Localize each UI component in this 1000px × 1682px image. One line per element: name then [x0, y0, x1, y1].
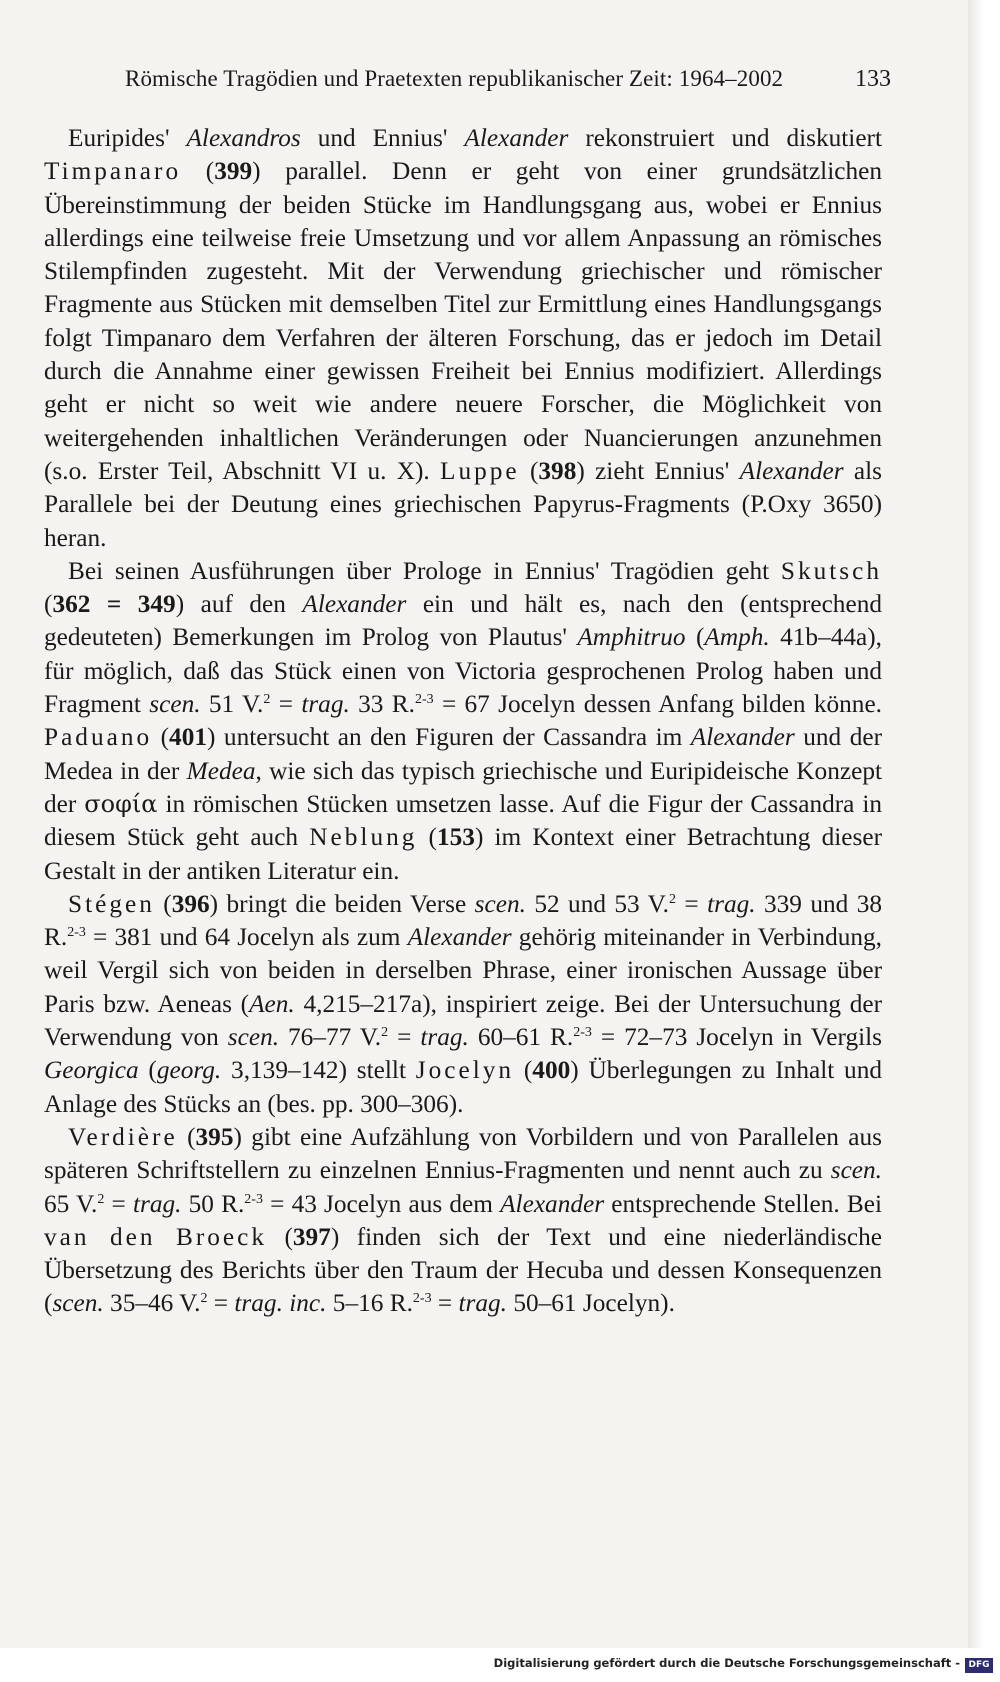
text-run: = 43 Jocelyn aus dem	[262, 1189, 501, 1218]
text-run: = 72–73 Jocelyn in Vergils	[591, 1023, 882, 1052]
italic-text: Alexander	[464, 124, 569, 152]
text-run: gehörig miteinander in Verbindung, weil Vergil sich von beiden in derselben Phrase, einer ironischen Aussage über Paris bzw. Aeneas (	[44, 923, 882, 1018]
paragraph	[44, 1121, 882, 1321]
text-run: ein und hält es, nach den (entsprechend gedeuteten) Bemerkungen im Prolog von Plautus'	[44, 590, 882, 652]
text-run: Euripides'	[68, 124, 187, 152]
italic-text: Alexander	[407, 923, 512, 952]
page-edge	[968, 0, 984, 1682]
superscript: 2	[668, 891, 676, 907]
bold-ref-number: 401	[169, 723, 207, 752]
author-name: Timpanaro	[44, 157, 182, 186]
text-run: (	[152, 723, 170, 752]
text-run: 60–61 R.	[468, 1023, 574, 1052]
paragraph	[44, 122, 882, 555]
italic-text: scen.	[227, 1023, 280, 1052]
text-run: (	[514, 1056, 533, 1085]
text-run: und Ennius'	[300, 124, 465, 152]
italic-text: trag. inc.	[234, 1289, 327, 1318]
text-run: 339 und 38 R.	[44, 889, 882, 952]
text-run: =	[675, 889, 708, 918]
text-run: (	[177, 1122, 196, 1151]
text-run: 35–46 V.	[103, 1289, 201, 1318]
text-run: 5–16 R.	[326, 1289, 413, 1318]
text-run: =	[270, 690, 302, 719]
text-run: ) parallel. Denn er geht von einer grundsätzlichen Übereinstimmung der beiden Stücke im Handlungsgang aus, wobei er Ennius allerdings eine teilweise freie Umsetzung und vor allem Anpassung an römisches Stilempfinden zugesteht. Mit der Verwendung griechischer und römischer Fragmente aus Stücken mit demselben Titel zur Ermittlung eines Handlungsgangs folgt Timpanaro dem Verfahren der älteren Forschung, das er jedoch im Detail durch die Annahme einer gewissen Freiheit bei Ennius modifiziert. Allerdings geht er nicht so weit wie andere neuere Forscher, die Möglichkeit von weitergehenden inhaltlichen Veränderungen oder Nuancierungen anzunehmen (s.o. Erster Teil, Abschnitt VI u. X).	[44, 157, 882, 485]
text-run: ) gibt eine Aufzählung von Vorbildern und von Parallelen aus späteren Schriftstellern zu einzelnen Ennius-Fragmenten und nennt auch zu	[44, 1122, 882, 1185]
text-run: entsprechende Stellen. Bei	[604, 1189, 882, 1218]
author-name: Stégen	[68, 889, 155, 918]
italic-text: Aen.	[249, 989, 295, 1018]
text-run: (	[685, 623, 705, 652]
italic-text: trag.	[301, 690, 350, 719]
author-name: Paduano	[44, 723, 153, 752]
text-run: 76–77 V.	[279, 1023, 382, 1052]
footer-bar	[0, 1648, 1000, 1682]
text-run: ) im Kontext einer Betrachtung dieser Gestalt in der antiken Literatur ein.	[44, 823, 882, 885]
italic-text: Alexander	[302, 590, 407, 619]
bold-ref-number: 400	[532, 1056, 571, 1085]
bold-ref-number: 396	[171, 889, 210, 918]
author-name: Luppe	[440, 456, 520, 485]
italic-text: scen.	[474, 889, 526, 918]
greek-word: σοφία	[84, 789, 158, 818]
italic-text: scen.	[149, 690, 201, 719]
text-run: 50–61 Jocelyn).	[507, 1289, 675, 1318]
running-title: Römische Tragödien und Praetexten republikanischer Zeit: 1964–2002	[125, 66, 784, 91]
text-run: 51 V.	[200, 690, 264, 719]
superscript: 2	[263, 692, 271, 708]
paragraph	[44, 888, 882, 1121]
text-run: (	[267, 1222, 293, 1251]
text-run: und der Medea in der	[44, 723, 882, 785]
text-run: 50 R.	[181, 1189, 245, 1218]
text-run: 65 V.	[44, 1189, 98, 1218]
page-number: 133	[855, 66, 891, 92]
text-run: ) finden sich der Text und eine niederländische Übersetzung des Berichts über den Traum der Hecuba und dessen Konsequenzen (	[44, 1222, 882, 1318]
italic-text: trag.	[420, 1023, 469, 1052]
italic-text: Amph.	[704, 623, 770, 652]
text-run: =	[388, 1023, 421, 1052]
bold-ref-number: 399	[214, 157, 253, 186]
text-run: =	[431, 1289, 459, 1318]
superscript: 2-3	[414, 692, 434, 708]
text-run: in römischen Stücken umsetzen lasse. Auf die Figur der Cassandra in diesem Stück geht auch	[44, 789, 883, 852]
text-run: 4,215–217a), inspiriert zeige. Bei der Untersuchung der Verwendung von	[44, 989, 882, 1052]
bold-ref-number: 397	[292, 1222, 331, 1251]
text-run: rekonstruiert und diskutiert	[568, 124, 882, 152]
text-run: ) auf den	[175, 590, 303, 619]
superscript: 2-3	[67, 925, 86, 941]
text-run: (	[519, 456, 539, 485]
italic-text: Medea	[186, 756, 256, 785]
text-run: =	[207, 1289, 235, 1318]
text-run: als Parallele bei der Deutung eines griechischen Papyrus-Fragments (P.Oxy 3650) heran.	[44, 456, 882, 552]
superscript: 2	[97, 1191, 105, 1207]
text-run: ) untersucht an den Figuren der Cassandra im	[207, 723, 691, 752]
body-text	[44, 122, 882, 1321]
text-run: ) bringt die beiden Verse	[209, 889, 475, 918]
text-run: (	[44, 590, 53, 619]
author-name: Neblung	[309, 823, 418, 852]
text-run: 3,139–142) stellt	[221, 1056, 416, 1085]
text-run: (	[181, 157, 215, 186]
italic-text: scen.	[52, 1289, 104, 1318]
italic-text: trag.	[458, 1289, 508, 1318]
footer-credit: Digitalisierung gefördert durch die Deutsche Forschungsgemeinschaft -	[493, 1656, 960, 1670]
text-run: ) Überlegungen zu Inhalt und Anlage des Stücks an (bes. pp. 300–306).	[44, 1056, 883, 1118]
text-run: (	[417, 823, 437, 852]
text-run: ) zieht Ennius'	[576, 456, 740, 485]
bold-ref-number: 398	[538, 456, 577, 485]
text-run: (	[138, 1056, 157, 1085]
text-run: 33 R.	[349, 690, 415, 719]
italic-text: trag.	[707, 889, 756, 918]
text-run: , wie sich das typisch griechische und Euripideische Konzept der	[44, 756, 882, 818]
author-name: Jocelyn	[415, 1056, 515, 1085]
superscript: 2-3	[573, 1025, 592, 1041]
italic-text: georg.	[156, 1056, 222, 1085]
bold-ref-number: 395	[195, 1122, 234, 1151]
dfg-logo: DFG	[965, 1658, 993, 1673]
author-name: van den Broeck	[44, 1222, 267, 1251]
bold-ref-number: 153	[436, 823, 475, 852]
superscript: 2	[200, 1291, 208, 1307]
italic-text: Alexander	[690, 723, 795, 752]
text-run: 52 und 53 V.	[525, 889, 669, 918]
italic-text: trag.	[132, 1189, 182, 1218]
italic-text: Alexandros	[186, 124, 301, 152]
author-name: Skutsch	[780, 556, 882, 585]
superscript: 2-3	[244, 1191, 263, 1207]
italic-text: Amphitruo	[577, 623, 686, 652]
author-name: Verdière	[68, 1122, 178, 1151]
text-run: = 381 und 64 Jocelyn als zum	[85, 923, 408, 952]
text-run: Bei seinen Ausführungen über Prologe in Ennius' Tragödien geht	[68, 556, 781, 585]
italic-text: Georgica	[44, 1056, 139, 1085]
text-run: 41b–44a), für möglich, daß das Stück einen von Victoria gesprochenen Prolog haben und Fragment	[44, 623, 882, 719]
text-run: = 67 Jocelyn dessen Anfang bilden könne.	[433, 690, 882, 719]
italic-text: Alexander	[500, 1189, 605, 1218]
italic-text: scen.	[830, 1156, 882, 1185]
bold-ref-number: 362 = 349	[52, 590, 176, 619]
text-run: =	[104, 1189, 133, 1218]
paragraph	[44, 555, 882, 888]
italic-text: Alexander	[739, 456, 844, 485]
text-run: (	[154, 889, 172, 918]
superscript: 2-3	[412, 1291, 432, 1307]
superscript: 2	[381, 1025, 389, 1041]
